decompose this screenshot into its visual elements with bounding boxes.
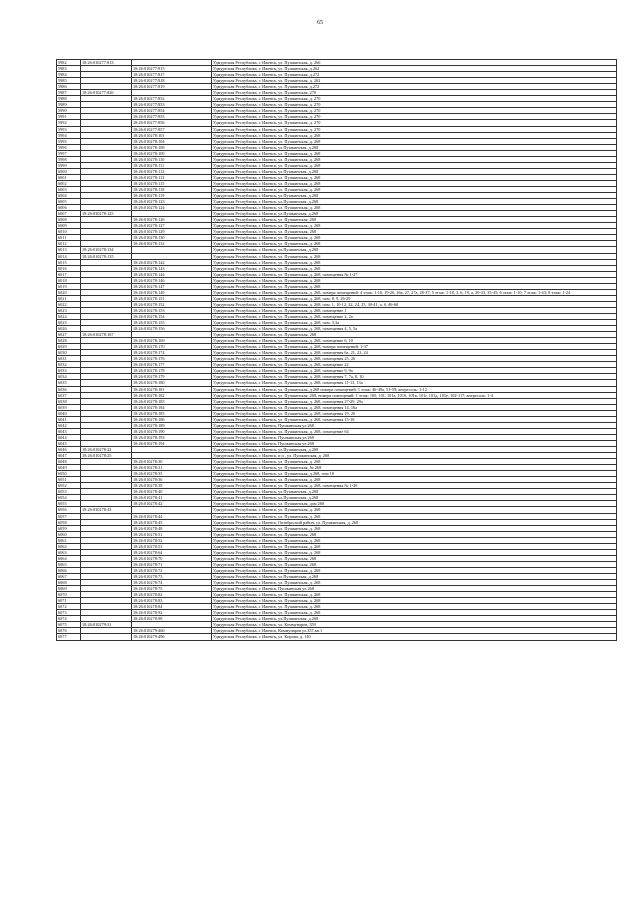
object-number-cell: 18:26:010278:143 [132,265,212,271]
row-number-cell: 6059 [57,525,81,531]
address-cell: Удмуртская Республика, г. Ижевск, ул.Пушкинская, д.268 [212,495,617,501]
address-cell: Удмуртская Республика, г. Ижевск, ул. Пушкинская, д. 268 [212,253,617,259]
address-cell: Удмуртская Республика, г. Ижевск, Октябрьский район, ул. Пушкинская, д. 268 [212,519,617,525]
object-number-cell: 18:26:010278:108 [132,144,212,150]
row-number-cell: 5992 [57,120,81,126]
row-number-cell: 6013 [57,247,81,253]
row-number-cell: 6064 [57,555,81,561]
address-cell: Удмуртская Республика, г. Ижевск, ул. Пушкинская, д. 270 [212,108,617,114]
object-number-cell: 18:26:010278:126 [132,217,212,223]
address-cell: Удмуртская Республика, г. Ижевск, ул. Пушкинская, д. 268 [212,205,617,211]
address-cell: Удмуртская Республика, г. Ижевск, ул.Пушкинская, д.268 [212,247,617,253]
row-number-cell: 5988 [57,96,81,102]
object-number-cell: 18:26:010278:40 [132,489,212,495]
parcel-number-cell: 18:26:010278:25 [81,453,132,459]
parcel-number-cell: 18:26:010278:134 [81,247,132,253]
row-number-cell: 6003 [57,186,81,192]
object-number-cell: 18:26:010277:853 [132,102,212,108]
address-cell: Удмуртская Республика, г. Ижевск, ул. Пушкинская, 270 [212,90,617,96]
object-number-cell: 18:26:010278:41 [132,495,212,501]
object-number-cell: 18:26:010278:127 [132,223,212,229]
row-number-cell: 6033 [57,368,81,374]
address-cell: Удмуртская Республика, г. Ижевск, Пушкинская ул.268 [212,440,617,446]
object-number-cell: 18:26:010278:71 [132,561,212,567]
address-cell: Удмуртская Республика, г. Ижевск, ул. Пушкинская, д. 268, помещения 15-18 [212,416,617,422]
address-cell: Удмуртская Республика, г. Ижевск, ул. Пушкинская, д. 268 [212,223,617,229]
object-number-cell: 18:26:010278:182 [132,392,212,398]
object-number-cell: 18:26:010278:151 [132,295,212,301]
address-cell: Удмуртская Республика, г. Ижевск, ул.Пушкинская, д.268 [212,193,617,199]
row-number-cell: 5989 [57,102,81,108]
row-number-cell: 5983 [57,66,81,72]
row-number-cell: 6037 [57,392,81,398]
object-number-cell: 18:26:010278:142 [132,259,212,265]
row-number-cell: 5999 [57,162,81,168]
object-number-cell: 18:26:010278:83 [132,598,212,604]
object-number-cell: 18:26:010277:857 [132,126,212,132]
object-number-cell: 18:26:010278:45 [132,519,212,525]
row-number-cell: 6052 [57,483,81,489]
object-number-cell: 18:26:010279:496 [132,634,212,640]
object-number-cell: 18:26:010278:155 [132,320,212,326]
address-cell: Удмуртская Республика, г. Ижевск, ул.Пушкинская, д.268 [212,573,617,579]
address-cell: Удмуртская Республика, г. Ижевск, ул.Пушкинская, д.268 [212,447,617,453]
address-cell: Удмуртская Республика, г. Ижевск, ул. Пушкинская, д. 268 [212,549,617,555]
object-number-cell: 18:26:010278:42 [132,501,212,507]
address-cell: Удмуртская Республика, г. Ижевск, ул. Пушкинская, д. 270 [212,102,617,108]
object-number-cell: 18:26:010278:184 [132,404,212,410]
address-cell: Удмуртская Республика, г. Ижевск, Пушкинская ул.268 [212,586,617,592]
object-number-cell: 18:26:010278:180 [132,380,212,386]
row-number-cell: 6050 [57,471,81,477]
object-number-cell: 18:26:010278:118 [132,186,212,192]
address-cell: Удмуртская Республика, г. Ижевск, ул.Пушкинская, д.268 [212,489,617,495]
row-number-cell: 6076 [57,628,81,634]
object-number-cell: 18:26:010278:153 [132,307,212,313]
object-number-cell: 18:26:010278:152 [132,301,212,307]
address-cell: Удмуртская Республика, г. Ижевск, ул. Пушкинская, д. 268 [212,513,617,519]
row-number-cell: 6041 [57,416,81,422]
row-number-cell: 6055 [57,501,81,507]
address-cell: Удмуртская Республика, г. Ижевск, ул. Пушкинская, д. 268, помещения № 1-26 [212,483,617,489]
address-cell: Удмуртская Республика, г. Ижевск, ул. Пушкинская, д. 268 [212,610,617,616]
address-cell: Удмуртская Республика, г. Ижевск, ул.Пушкинская, д.268 [212,616,617,622]
object-number-cell: 18:26:010277:854 [132,108,212,114]
object-number-cell: 18:26:010278:147 [132,283,212,289]
table-row [57,289,617,295]
object-number-cell: 18:26:010277:856 [132,120,212,126]
row-number-cell: 6029 [57,344,81,350]
address-cell: Удмуртская Республика, г. Ижевск, Пушкинская ул.268 [212,422,617,428]
address-cell: Удмуртская Республика, г. Ижевск, ул. Пушкинская, 268 [212,332,617,338]
row-number-cell: 6077 [57,634,81,640]
address-cell: Удмуртская Республика, г. Ижевск, ул. Пушкинская, д. 268, помещения 7, 7а, 8, 10 [212,374,617,380]
object-number-cell: 18:26:010278:109 [132,150,212,156]
row-number-cell: 6025 [57,320,81,326]
address-cell: Удмуртская Республика, г. Ижевск, ул. Пушкинская, д. 268, помещения 6а, 21, 23, 24 [212,350,617,356]
row-number-cell: 6016 [57,265,81,271]
row-number-cell: 6053 [57,489,81,495]
address-cell: Удмуртская Республика, г. Ижевск, ул. Пушкинская, 268 [212,561,617,567]
object-number-cell: 18:26:010278:82 [132,592,212,598]
address-cell: Удмуртская Республика, г. Ижевск, ул. Пушкинская, д. 268, помещения № 1-27 [212,271,617,277]
object-number-cell: 18:26:010278:110 [132,156,212,162]
row-number-cell: 5987 [57,90,81,96]
object-number-cell: 18:26:010278:75 [132,586,212,592]
address-cell: Удмуртская Республика, г. Ижевск, ул. Пушкинская, д. 268 [212,156,617,162]
object-number-cell: 18:26:010277:818 [132,78,212,84]
address-cell: Удмуртская Республика, г. Ижевск, ул. Пушкинская, 268 [212,555,617,561]
address-cell: Удмуртская Республика, г. Ижевск, ул. Пушкинская, д. 268 [212,459,617,465]
object-number-cell: 18:26:010278:146 [132,277,212,283]
page-number: 65 [317,20,323,26]
object-number-cell: 18:26:010278:115 [132,180,212,186]
address-cell: Удмуртская Республика, г. Ижевск, ул. Пушкинская, д. 268, пом. 3,3а [212,320,617,326]
row-number-cell: 6007 [57,211,81,217]
row-number-cell: 6031 [57,356,81,362]
address-cell: Удмуртская Республика, г. Ижевск, ул. Пушкинская, д. 268, помещение 6, 10 [212,338,617,344]
object-number-cell: 18:26:010278:154 [132,313,212,319]
address-cell: Удмуртская Республика, г. Ижевск, Пушкинская ул.268 [212,434,617,440]
object-number-cell: 18:26:010278:72 [132,567,212,573]
row-number-cell: 6062 [57,543,81,549]
row-number-cell: 6056 [57,507,81,513]
address-cell: Удмуртская Республика, г. Ижевск, ул. Пушкинская, д. 268, номера помещений: 4 этаж: 1-16, 19-26, 26а, 27, 27а, 28-37; 5 этаж: 1-18, 3, 6, 19, а, 20-33, 35-45; 6 этаж: 1-10; 7 этаж: 1-43; 8 этаж: 1-24 [212,289,617,295]
object-number-cell: 18:26:010279:460 [132,628,212,634]
object-number-cell: 18:26:010278:149 [132,289,212,295]
address-cell: Удмуртская Республика, г. Ижевск, ул. Пушкинская, д. 268, пом. 1, 10-12, 22, 24, 25, 30-41, а, б, 46-60 [212,301,617,307]
row-number-cell: 6019 [57,283,81,289]
address-cell: Удмуртская Республика, г. Ижевск, ул. Пушкинская, д. 268 [212,525,617,531]
address-cell: Удмуртская Республика, г. Ижевск, ул. Пушкинская, д. 268, помещения 25, 26 [212,356,617,362]
address-cell: Удмуртская Республика, г. Ижевск, ул. Пушкинская, д. 268 [212,259,617,265]
object-number-cell: 18:26:010278:84 [132,604,212,610]
row-number-cell: 5985 [57,78,81,84]
object-number-cell: 18:26:010278:52 [132,537,212,543]
row-number-cell: 5990 [57,108,81,114]
row-number-cell: 6021 [57,295,81,301]
address-cell: Удмуртская Республика, г. Ижевск, ул. Пушкинская, 268 [212,217,617,223]
address-cell: Удмуртская Республика, г. Ижевск, ул. Пушкинская, д. 268, помещение 22 [212,362,617,368]
object-number-cell: 18:26:010278:30 [132,459,212,465]
row-number-cell: 5997 [57,150,81,156]
object-number-cell: 18:26:010278:178 [132,368,212,374]
address-cell: Удмуртская Республика, г. Ижевск, ул. Пушкинская, д. 268 [212,543,617,549]
address-cell: Удмуртская Республика, г. Ижевск, ул. Пушкинская, д.268 номера помещений: 1 этаж: 46-49а, 51-59; антресоль: 1-12 [212,386,617,392]
address-cell: Удмуртская Республика, г. Ижевск, ул. Пушкинская, д. 266 [212,60,617,66]
object-number-cell: 18:26:010278:51 [132,531,212,537]
address-cell: Удмуртская Республика, г. Ижевск, ул. Пушкинская, д. 270 [212,120,617,126]
address-cell: Удмуртская Республика, г. Ижевск, ул. Пушкинская, д. 268 [212,265,617,271]
row-number-cell: 6000 [57,168,81,174]
object-number-cell: 18:26:010278:186 [132,416,212,422]
parcel-number-cell: 18:26:010278:22 [81,447,132,453]
object-number-cell: 18:26:010278:179 [132,374,212,380]
object-number-cell: 18:26:010278:130 [132,235,212,241]
row-number-cell: 6046 [57,447,81,453]
row-number-cell: 6015 [57,259,81,265]
object-number-cell: 18:26:010278:36 [132,477,212,483]
address-cell: Удмуртская Республика, г. Ижевск, ул. Пушкинская, д. 268 [212,138,617,144]
address-cell: Удмуртская Республика, г. Ижевск, ул. Пушкинская, д. 268, номера помещений: 1-37 [212,344,617,350]
address-cell: Удмуртская Республика, г. Ижевск, ул. Пушкинская, д. 270 [212,114,617,120]
address-cell: Удмуртская Республика, г. Ижевск, ул. Пушкинская, д. 268 [212,567,617,573]
object-number-cell: 18:26:010278:123 [132,199,212,205]
object-number-cell: 18:26:010278:35 [132,471,212,477]
object-number-cell: 18:26:010278:44 [132,513,212,519]
address-cell: Удмуртская Республика, г. Ижевск, ул. Пушкинская, д.268, пом 18 [212,471,617,477]
row-number-cell: 6017 [57,271,81,277]
table-row [57,634,617,640]
object-number-cell: 18:26:010278:64 [132,549,212,555]
address-cell: Удмуртская Республика, г. Ижевск, ул. Пушкинская, д. 268 [212,598,617,604]
address-cell: Удмуртская Республика, г. Ижевск, ул. Пушкинская, д. 268, помещения 27-29, 29а [212,398,617,404]
object-number-cell: 18:26:010278:124 [132,205,212,211]
row-number-cell: 6024 [57,313,81,319]
object-number-cell: 18:26:010278:48 [132,525,212,531]
address-cell: Удмуртская Республика, г. Ижевск, ул. Пушкинская, д. 268 [212,604,617,610]
row-number-cell: 6051 [57,477,81,483]
row-number-cell: 5994 [57,132,81,138]
row-number-cell: 6049 [57,465,81,471]
row-number-cell: 6068 [57,580,81,586]
object-number-cell: 18:26:010278:101 [132,132,212,138]
row-number-cell: 6048 [57,459,81,465]
row-number-cell: 5998 [57,156,81,162]
row-number-cell: 6035 [57,380,81,386]
row-number-cell: 6020 [57,289,81,295]
address-cell: Удмуртская Республика, г. Ижевск, ул. Пушкинская, 268 [212,229,617,235]
address-cell: Удмуртская Республика, г. Ижевск, ул. Пушкинская, д. 268, помещение 64 [212,428,617,434]
address-cell: Удмуртская Республика, г. Ижевск, ул.Пушкинская, д.268 [212,144,617,150]
row-number-cell: 6002 [57,180,81,186]
address-cell: Удмуртская Республика, г. Ижевск, ул. Пушкинская, д. 268, помещения 4, 5, 5а [212,326,617,332]
row-number-cell: 6060 [57,531,81,537]
address-cell: Удмуртская Республика, г. Ижевск, ул.Пушкинская, д.268 [212,211,617,217]
object-number-cell: 18:26:010278:73 [132,573,212,579]
object-number-cell: 18:26:010278:177 [132,362,212,368]
row-number-cell: 6039 [57,404,81,410]
row-number-cell: 6032 [57,362,81,368]
parcel-number-cell: 18:26:010279:31 [81,622,132,628]
object-number-cell: 18:26:010278:113 [132,174,212,180]
row-number-cell: 6028 [57,338,81,344]
object-number-cell: 18:26:010278:112 [132,168,212,174]
row-number-cell: 6071 [57,598,81,604]
object-number-cell: 18:26:010278:104 [132,138,212,144]
address-cell: Удмуртская Республика, г. Ижевск, ул. Пушкинская, д. 268, помещение 2, 2а [212,313,617,319]
address-cell: Удмуртская Республика, г. Ижевск, ул. Пушкинская, д. 268 [212,592,617,598]
address-cell: Удмуртская Республика, г. Ижевск, ул. Пушкинская, 268, номера помещений: 1 этаж: 100, 101, 101а, 101б, 101в, 101г, 101д, 101е, 102-117; антресоль: 1-4 [212,392,617,398]
object-number-cell: 18:26:010277:815 [132,66,212,72]
parcel-number-cell: 18:26:010278:125 [81,211,132,217]
object-number-cell: 18:26:010277:817 [132,72,212,78]
address-cell: Удмуртская Республика, г. Ижевск, ул. Пушкинская, д. 268 [212,277,617,283]
object-number-cell: 18:26:010278:189 [132,422,212,428]
parcel-number-cell: 18:26:010277:813 [81,60,132,66]
row-number-cell: 6004 [57,193,81,199]
address-cell: Удмуртская Республика, г. Ижевск, ул. Пушкинская, д. 268, помещения 19, 20 [212,410,617,416]
row-number-cell: 5995 [57,138,81,144]
address-cell: Удмуртская Республика, г. Ижевск, ул. Пушкинская, д. 270 [212,126,617,132]
row-number-cell: 6072 [57,604,81,610]
address-cell: Удмуртская Республика, г. Ижевск, ул. Пушкинская, д. 268 [212,174,617,180]
address-cell: Удмуртская Республика, г. Ижевск, ул. Пушкинская, д. 268 [212,283,617,289]
address-cell: Удмуртская Республика, г. Ижевск, ул. Пушкинская, д. 268 [212,180,617,186]
address-cell: Удмуртская Республика, г. Ижевск, ул. Пушкинская, д. 268 [212,186,617,192]
object-number-cell: 18:26:010278:74 [132,580,212,586]
row-number-cell: 6022 [57,301,81,307]
address-cell: Удмуртская Республика, г. Ижевск, ул. Пушкинская, дом 268 [212,501,617,507]
object-number-cell: 18:26:010278:129 [132,229,212,235]
object-number-cell: 18:26:010277:819 [132,84,212,90]
object-number-cell: 18:26:010278:119 [132,193,212,199]
row-number-cell: 6011 [57,235,81,241]
row-number-cell: 6009 [57,223,81,229]
cadastral-table [56,59,617,641]
address-cell: Удмуртская Республика, г. Ижевск, Коммунаров ул.357,кв.1 [212,628,617,634]
object-number-cell: 18:26:010278:170 [132,344,212,350]
address-cell: Удмуртская Республика, г. Ижевск, ул. Пушкинская, д. 270 [212,96,617,102]
address-cell: Удмуртская Республика, г. Ижевск, ул. Пушкинская, д.272 [212,72,617,78]
object-number-cell: 18:26:010278:31 [132,465,212,471]
row-number-cell: 6038 [57,398,81,404]
row-number-cell: 6047 [57,453,81,459]
object-number-cell: 18:26:010278:183 [132,398,212,404]
object-number-cell: 18:26:010277:855 [132,114,212,120]
address-cell: Удмуртская Республика, г. Ижевск, ул. Пушкинская, д. 268 [212,477,617,483]
object-number-cell: 18:26:010278:174 [132,350,212,356]
object-number-cell: 18:26:010278:144 [132,271,212,277]
row-number-cell: 5996 [57,144,81,150]
parcel-number-cell: 18:26:010278:43 [81,507,132,513]
object-number-cell: 18:26:010278:92 [132,610,212,616]
address-cell: Удмуртская Республика, г. Ижевск, ул. Пушкинская, д. 268 [212,150,617,156]
row-number-cell: 5991 [57,114,81,120]
object-number-cell: 18:26:010277:852 [132,96,212,102]
row-number-cell: 6067 [57,573,81,579]
row-number-cell: 5982 [57,60,81,66]
row-number-cell: 6061 [57,537,81,543]
address-cell: Удмуртская Республика, г. Ижевск, ул. Пушкинская, д. 268 [212,241,617,247]
address-cell: Удмуртская Республика, г. Ижевск, ул. Пушкинская, д. 268, помещения 14, 16а [212,404,617,410]
object-number-cell: 18:26:010278:181 [132,386,212,392]
row-number-cell: 6008 [57,217,81,223]
row-number-cell: 6014 [57,253,81,259]
address-cell: Удмуртская Республика, г. Ижевск, ул. Пушкинская, д. 268 [212,580,617,586]
row-number-cell: 6034 [57,374,81,380]
parcel-number-cell: 18:26:010277:826 [81,90,132,96]
row-number-cell: 6070 [57,592,81,598]
row-number-cell: 5986 [57,84,81,90]
address-cell: Удмуртская Республика, г. Ижевск, ул. Пушкинская, д. 268 [212,132,617,138]
row-number-cell: 6012 [57,241,81,247]
row-number-cell: 6030 [57,350,81,356]
row-number-cell: 6042 [57,422,81,428]
address-cell: Удмуртская Республика, г. Ижевск, ул. Пушкинская, д. 268, пом. 8, 9, 26-29 [212,295,617,301]
object-number-cell: 18:26:010278:176 [132,356,212,362]
address-cell: Удмуртская Республика, г. Ижевск, ул. Пушкинская, д. 268 [212,162,617,168]
row-number-cell: 6006 [57,205,81,211]
address-cell: Удмуртская Республика, г. Ижевск, ул. Кирова, д. 140 [212,634,617,640]
row-number-cell: 6001 [57,174,81,180]
row-number-cell: 6065 [57,561,81,567]
object-number-cell: 18:26:010278:169 [132,338,212,344]
row-number-cell: 6063 [57,549,81,555]
address-cell: Удмуртская Республика, г. Ижевск, ул. Пушкинская, д. 268 [212,507,617,513]
parcel-number-cell [81,634,132,640]
address-cell: Удмуртская Республика, г. Ижевск, ул. Пушкинская, д.272 [212,84,617,90]
address-cell: Удмуртская Республика, г. Ижевск, ул.Пушкинская, д.268 [212,199,617,205]
parcel-number-cell: 18:26:010278:135 [81,253,132,259]
row-number-cell: 6036 [57,386,81,392]
address-cell: Удмуртская Республика, г. Ижевск, ул. Пушкинская, № 268 [212,465,617,471]
object-number-cell: 18:26:010278:185 [132,410,212,416]
object-number-cell: 18:26:010278:132 [132,241,212,247]
row-number-cell: 6026 [57,326,81,332]
object-number-cell: 18:26:010278:70 [132,555,212,561]
row-number-cell: 6045 [57,440,81,446]
row-number-cell: 6027 [57,332,81,338]
address-cell: Удмуртская Республика, г. Ижевск, ул. Пушкинская, д. 268 [212,537,617,543]
row-number-cell: 6069 [57,586,81,592]
object-number-cell: 18:26:010278:156 [132,326,212,332]
object-number-cell: 18:26:010278:53 [132,543,212,549]
row-number-cell: 6018 [57,277,81,283]
row-number-cell: 5984 [57,72,81,78]
row-number-cell: 6073 [57,610,81,616]
parcel-number-cell: 18:26:010278:167 [81,332,132,338]
address-cell: Удмуртская Республика, г. Ижевск, ул. Пушкинская, д. 268, помещение 9, 9а [212,368,617,374]
object-number-cell: 18:26:010278:39 [132,483,212,489]
row-number-cell: 6005 [57,199,81,205]
row-number-cell: 5993 [57,126,81,132]
row-number-cell: 6066 [57,567,81,573]
row-number-cell: 6075 [57,622,81,628]
address-cell: Удмуртская Республика, г. Ижевск, и п , ул. Пушкинская, д. 268 [212,453,617,459]
row-number-cell: 6044 [57,434,81,440]
row-number-cell: 6040 [57,410,81,416]
address-cell: Удмуртская Республика, г. Ижевск, ул. Пушкинская, 268 [212,531,617,537]
object-number-cell: 18:26:010278:98 [132,616,212,622]
object-number-cell: 18:26:010278:193 [132,434,212,440]
row-number-cell: 6043 [57,428,81,434]
address-cell: Удмуртская Республика, г. Ижевск, ул.Пушкинская, д.268 [212,168,617,174]
address-cell: Удмуртская Республика, г. Ижевск, ул. Пушкинская, д. 268 [212,235,617,241]
address-cell: Удмуртская Республика, г. Ижевск, ул. Пушкинская, д. 268, помещения 11-13, 13а [212,380,617,386]
object-number-cell: 18:26:010278:194 [132,440,212,446]
address-cell: Удмуртская Республика, г. Ижевск, ул. Пушкинская, д. 268, помещение 1 [212,307,617,313]
object-number-cell: 18:26:010278:190 [132,428,212,434]
row-number-cell: 6054 [57,495,81,501]
object-number-cell: 18:26:010278:111 [132,162,212,168]
address-cell: Удмуртская Республика, г. Ижевск, ул. Пушкинская, д.262 [212,66,617,72]
address-cell: Удмуртская Республика, г. Ижевск, ул. Коммунаров, 359 [212,622,617,628]
row-number-cell: 6023 [57,307,81,313]
row-number-cell: 6010 [57,229,81,235]
row-number-cell: 6057 [57,513,81,519]
row-number-cell: 6074 [57,616,81,622]
row-number-cell: 6058 [57,519,81,525]
address-cell: Удмуртская Республика, г. Ижевск, ул. Пушкинская, д. 262 [212,78,617,84]
